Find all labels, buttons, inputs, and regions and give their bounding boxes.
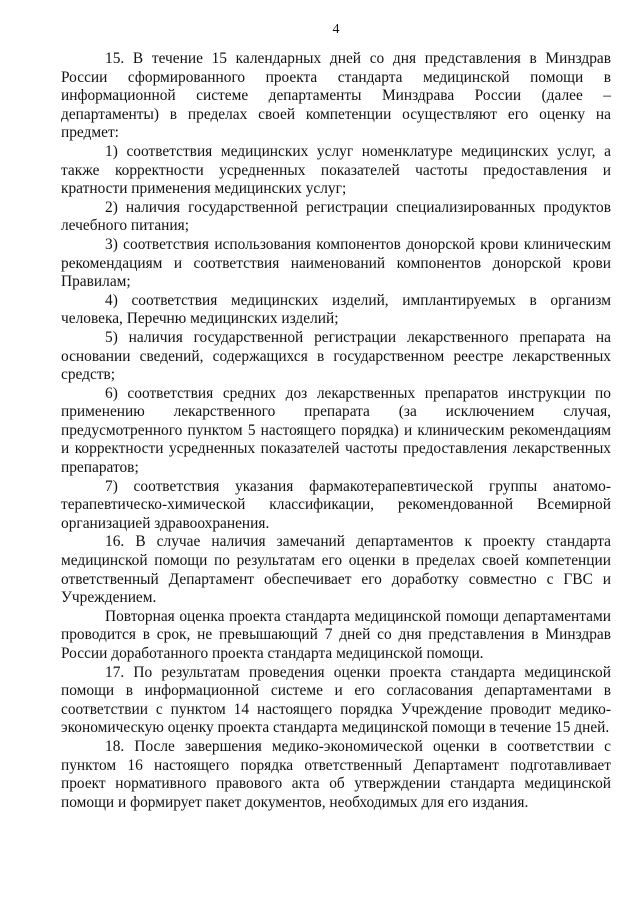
paragraph-15-item-1: 1) соответствия медицинских услуг номенклатуре медицинских услуг, а также корректности усредненных показателей частоты предоставления и кратности применения медицинских услуг; (61, 142, 611, 198)
paragraph-16-repeat-review: Повторная оценка проекта стандарта медицинской помощи департаментами проводится в срок, не превышающий 7 дней со дня представления в Минздрав России доработанного проекта стандарта медицинской помощи. (61, 607, 611, 662)
paragraph-15-item-6: 6) соответствия средних доз лекарственных препаратов инструкции по применению лекарственного препарата (за исключением случая, предусмотренного пунктом 5 настоящего порядка) и клиническим рекомендациям и корректности усредненных показателей частоты предоставления лекарственных препаратов; (61, 384, 611, 477)
paragraph-16: 16. В случае наличия замечаний департаментов к проекту стандарта медицинской помощи по результатам его оценки в пределах своей компетенции ответственный Департамент обеспечивает его доработку совместно с ГВС и Учреждением. (61, 533, 611, 607)
paragraph-15: 15. В течение 15 календарных дней со дня представления в Минздрав России сформированного проекта стандарта медицинской помощи в информационной системе департаменты Минздрава России (далее – департаменты) в пределах своей компетенции осуществляют его оценку на предмет: (61, 50, 611, 142)
paragraph-18: 18. После завершения медико-экономической оценки в соответствии с пунктом 16 настоящего порядка ответственный Департамент подготавливает проект нормативного правового акта об утверждении стандарта медицинской помощи и формирует пакет документов, необходимых для его издания. (61, 737, 611, 811)
paragraph-15-item-4: 4) соответствия медицинских изделий, имплантируемых в организм человека, Перечню медицинских изделий; (61, 291, 611, 328)
paragraph-15-item-2: 2) наличия государственной регистрации специализированных продуктов лечебного питания; (61, 198, 611, 235)
paragraph-15-item-5: 5) наличия государственной регистрации лекарственного препарата на основании сведений, содержащихся в государственном реестре лекарственных средств; (61, 328, 611, 384)
document-body (61, 50, 611, 812)
page-number: 4 (332, 22, 340, 37)
paragraph-17: 17. По результатам проведения оценки проекта стандарта медицинской помощи в информационной системе и его согласования департаментами в соответствии с пунктом 14 настоящего порядка Учреждение проводит медико-экономическую оценку проекта стандарта медицинской помощи в течение 15 дней. (61, 663, 611, 737)
paragraph-15-item-7: 7) соответствия указания фармакотерапевтической группы анатомо-терапевтическо-химической классификации, рекомендованной Всемирной организацией здравоохранения. (61, 477, 611, 532)
paragraph-15-item-3: 3) соответствия использования компонентов донорской крови клиническим рекомендациям и соответствия наименований компонентов донорской крови Правилам; (61, 235, 611, 291)
